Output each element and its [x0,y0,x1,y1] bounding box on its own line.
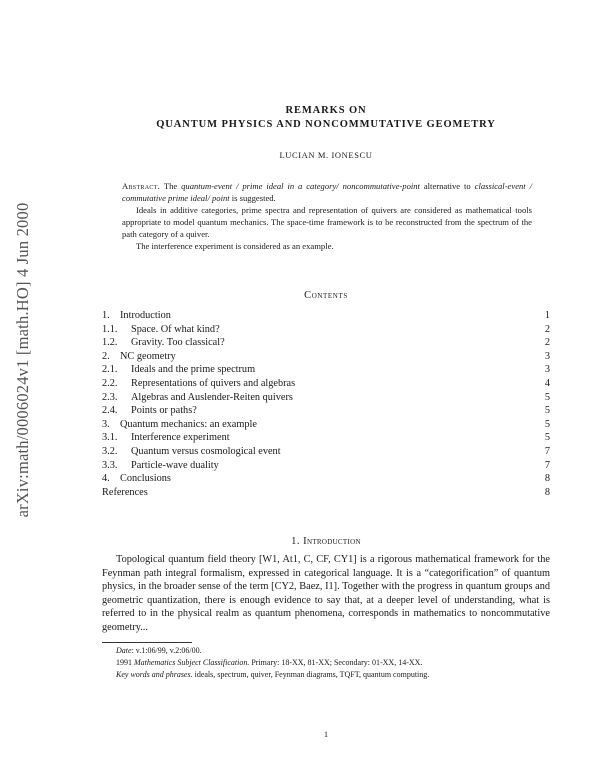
toc-entry-page: 7 [544,459,550,471]
toc-entry-number: 1.1. [102,323,118,335]
section-title: Introduction [303,536,361,547]
footnote-date [116,645,550,657]
toc-entry-page: 5 [544,432,550,444]
toc-entry-title: Quantum mechanics: an example [120,418,257,430]
toc-entry-title: Quantum versus cosmological event [131,445,281,457]
toc-entry-page: 8 [544,486,550,498]
toc-entry-number: 1. [102,310,110,321]
title-line-1: REMARKS ON [285,105,367,116]
footnotes [116,645,550,681]
toc-entry[interactable] [102,459,550,473]
toc-entry-page: 7 [544,445,550,457]
table-of-contents [102,309,550,499]
toc-entry-page: 5 [544,418,550,430]
footnote-rule [102,642,192,643]
page-number: 1 [323,729,329,739]
footnote-date-label: Date [116,646,132,655]
toc-entry-page: 2 [544,323,550,335]
toc-entry-title: Introduction [120,310,171,321]
toc-entry-number: 3. [102,418,110,430]
abstract-emphasis: classical-event / commutative prime ideal/ point [122,181,532,203]
toc-entry-number: 2.2. [102,377,118,389]
toc-entry-title: References [102,486,148,498]
abstract-emphasis: quantum-event / prime ideal in a category/ noncommutative-point [181,181,420,191]
abstract-label: Abstract. [122,181,161,191]
title-line-2: QUANTUM PHYSICS AND NONCOMMUTATIVE GEOMETRY [156,119,496,130]
toc-entry[interactable] [102,336,550,350]
toc-entry[interactable] [102,431,550,445]
footnote-msc-value: Primary: 18-XX, 81-XX; Secondary: 01-XX, 14-XX. [249,658,423,667]
toc-entry[interactable] [102,445,550,459]
toc-entry-title: Space. Of what kind? [131,323,220,335]
abstract-text: The [163,181,182,191]
toc-entry-page: 3 [544,350,550,362]
toc-entry-page: 4 [544,377,550,389]
toc-entry-number: 2. [102,350,110,362]
toc-entry[interactable] [102,323,550,337]
abstract-paragraph-3: The interference experiment is considered as an example. [136,241,334,251]
abstract-text: is suggested. [229,193,276,203]
toc-entry-title: Algebras and Auslender-Reiten quivers [131,391,293,403]
toc-entry-title: NC geometry [120,350,176,362]
toc-entry[interactable] [102,350,550,364]
toc-entry-page: 5 [544,405,550,417]
toc-entry-page: 8 [544,473,550,485]
arxiv-stamp-text: arXiv:math/0006024v1 [math.HO] 4 Jun 2000 [13,202,32,518]
toc-entry-page: 1 [544,310,550,321]
toc-entry-number: 3.2. [102,445,118,457]
arxiv-stamp [8,160,38,560]
toc-entry-title: Conclusions [120,473,171,485]
toc-entry-title: Points or paths? [131,405,197,417]
toc-entry-title: Interference experiment [131,432,230,444]
abstract-paragraph-1 [122,180,532,204]
footnote-msc [116,657,550,669]
paper-title [102,104,550,132]
toc-entry[interactable] [102,391,550,405]
toc-entry-number: 3.1. [102,432,118,444]
toc-entry[interactable] [102,377,550,391]
section-heading [102,536,550,547]
footnote-msc-year: 1991 [116,658,134,667]
toc-entry-number: 2.4. [102,405,118,417]
toc-entry-title: Ideals and the prime spectrum [131,364,256,376]
toc-entry[interactable] [102,418,550,432]
footnote-keywords-value: ideals, spectrum, quiver, Feynman diagrams, TQFT, quantum computing. [192,670,430,679]
toc-entry-title: Representations of quivers and algebras [131,377,296,389]
abstract-paragraph-2: Ideals in additive categories, prime spectra and representation of quivers are considered as mathematical tools appropriate to model quantum mechanics. The space-time framework is to be reconstructed from the spectrum of the path category of a quiver. [122,205,532,239]
section-number: 1. [291,536,301,547]
footnote-keywords-label: Key words and phrases. [116,670,193,679]
toc-entry-number: 2.1. [102,364,118,376]
toc-entry-page: 3 [544,364,550,376]
footnote-msc-label: Mathematics Subject Classification. [134,658,250,667]
introduction-paragraph: Topological quantum field theory [W1, At1, C, CF, CY1] is a rigorous mathematical framework for the Feynman path integral formalism, expressed in categorical language. It is a “categorification” of quantum physics, in the broader sense of the term [CY2, Baez, I1]. Together with the progress in quantum groups and geometric quantization, there is enough evidence to say that, at a deeper level of understanding, what is referred to in the physical realm as quantum phenomena, corresponds in mathematics to noncommutative geometry... [102,554,550,633]
toc-entry-number: 3.3. [102,459,118,471]
toc-entry-number: 4. [102,473,110,485]
contents-heading: Contents [304,290,348,301]
toc-entry[interactable] [102,363,550,377]
author: LUCIAN M. IONESCU [279,150,373,160]
abstract-text: alternative to [419,181,475,191]
footnote-keywords [116,669,550,681]
toc-entry-title: Particle-wave duality [131,459,219,471]
toc-entry-title: Gravity. Too classical? [131,337,225,349]
toc-entry-page: 5 [544,391,550,403]
footnote-date-value: : v.1:06/99, v.2:06/00. [131,646,202,655]
toc-entry-page: 2 [544,337,550,349]
toc-entry[interactable] [102,309,550,323]
toc-entry-number: 1.2. [102,337,118,349]
toc-entry[interactable] [102,486,550,500]
toc-entry[interactable] [102,404,550,418]
toc-entry[interactable] [102,472,550,486]
abstract [122,180,532,252]
toc-entry-number: 2.3. [102,391,118,403]
